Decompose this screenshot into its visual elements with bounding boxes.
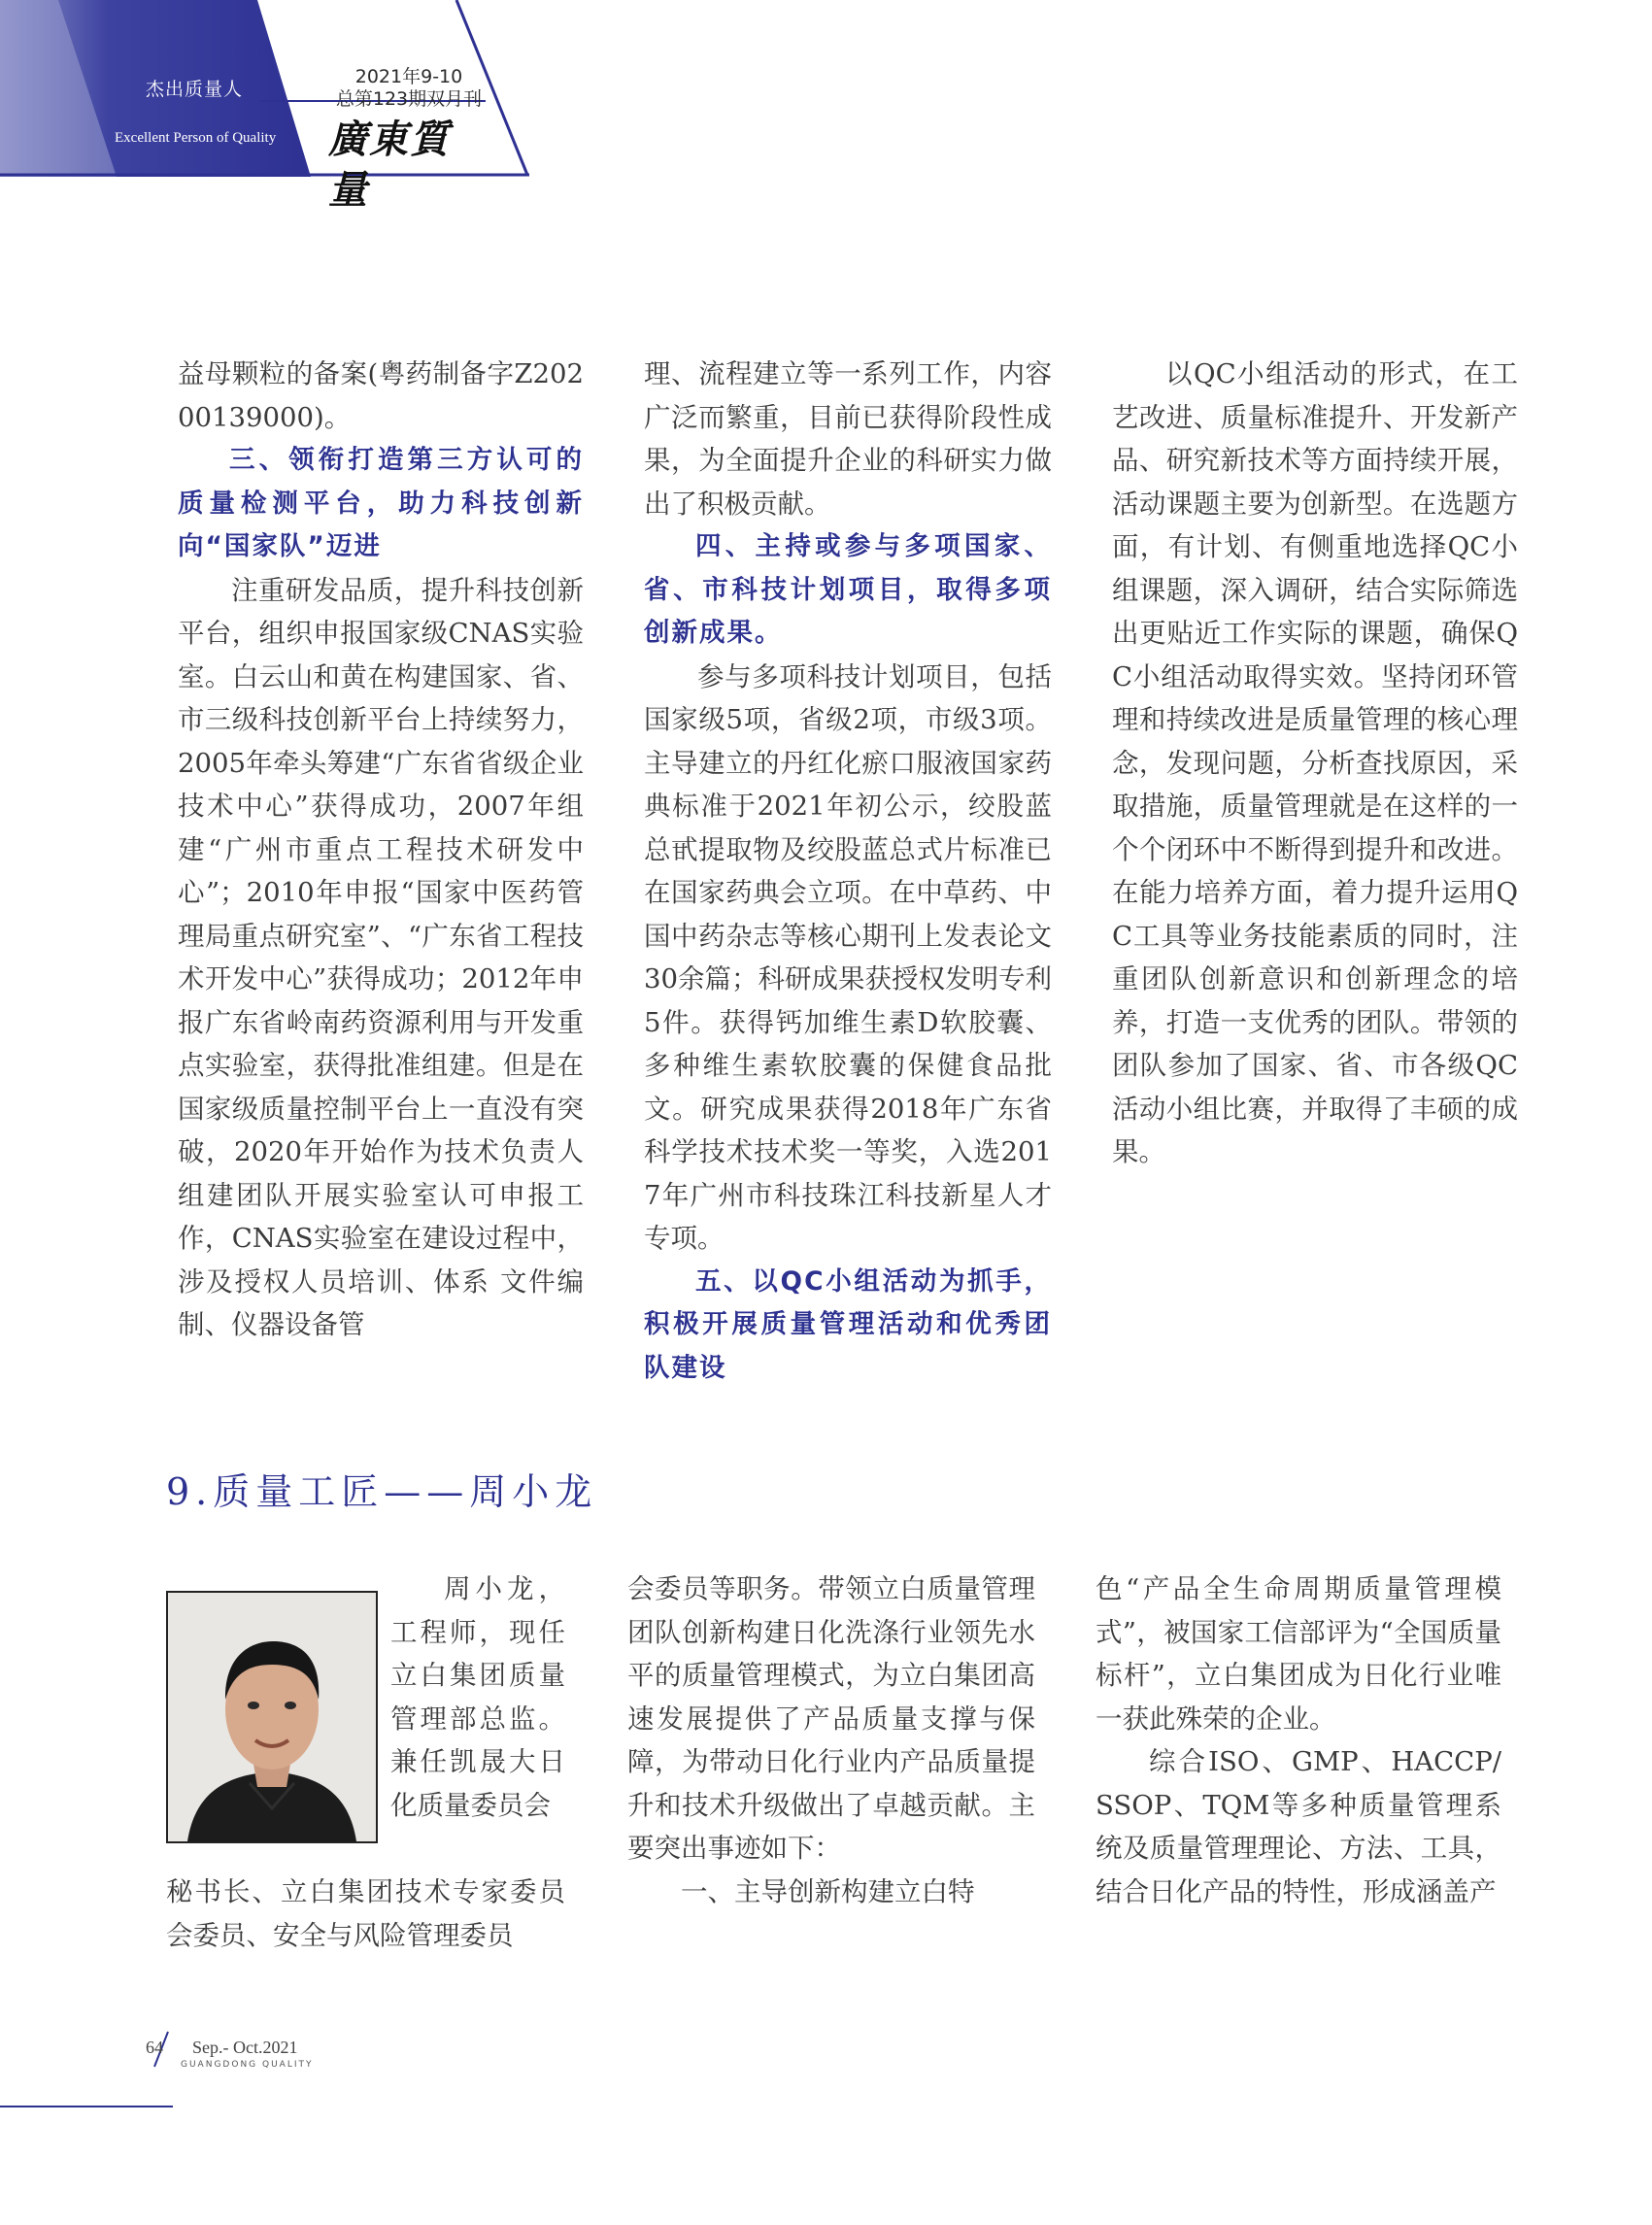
body-paragraph: 注重研发品质，提升科技创新平台，组织申报国家级CNAS实验室。白云山和黄在构建国家、省、市三级科技创新平台上持续努力，2005年牵头筹建“广东省省级企业技术中心”获得成功，2007年组建“广州市重点工程技术研发中心”；2010年申报“国家中医药管理局重点研究室”、“广东省工程技术开发中心”获得成功；2012年申报广东省岭南药资源利用与开发重点实验室，获得批准组建。但是在国家级质量控制平台上一直没有突破，2020年开始作为技术负责人组建团队开展实验室认可申报工作，CNAS实验室在建设过程中，涉及授权人员培训、体系 文件编制、仪器设备管 [178, 574, 584, 1340]
article-column-5 [627, 1568, 1035, 1913]
body-paragraph: 理、流程建立等一系列工作，内容广泛而繁重，目前已获得阶段性成果，为全面提升企业的科研实力做出了积极贡献。 [644, 358, 1052, 520]
issue-number: 总第123期双月刊 [335, 88, 483, 110]
body-paragraph: 益母颗粒的备案(粤药制备字Z20200139000)。 [178, 358, 584, 433]
intro-continuation: 秘书长、立白集团技术专家委员会委员、安全与风险管理委员 [166, 1876, 565, 1951]
body-paragraph: 参与多项科技计划项目，包括国家级5项，省级2项，市级3项。主导建立的丹红化瘀口服液国家药典标准于2021年初公示，绞股蓝总甙提取物及绞股蓝总式片标准已在国家药典会立项。在中草药、中国中药杂志等核心期刊上发表论文30余篇；科研成果获授权发明专利5件。获得钙加维生素D软胶囊、多种维生素软胶囊的保健食品批文。研究成果获得2018年广东省科学技术技术奖一等奖，入选2017年广州市科技珠江科技新星人才专项。 [644, 660, 1052, 1254]
body-paragraph: 综合ISO、GMP、HACCP/SSOP、TQM等多种质量管理系统及质量管理理论、方法、工具，结合日化产品的特性，形成涵盖产 [1096, 1746, 1501, 1907]
body-paragraph: 以QC小组活动的形式，在工艺改进、质量标准提升、开发新产品、研究新技术等方面持续开展，活动课题主要为创新型。在选题方面，有计划、有侧重地选择QC小组课题，深入调研，结合实际筛选出更贴近工作实际的课题，确保QC小组活动取得实效。坚持闭环管理和持续改进是质量管理的核心理念，发现问题，分析查找原因，采取措施，质量管理就是在这样的一个个闭环中不断得到提升和改进。在能力培养方面，着力提升运用QC工具等业务技能素质的同时，注重团队创新意识和创新理念的培养，打造一支优秀的团队。带领的团队参加了国家、省、市各级QC活动小组比赛，并取得了丰硕的成果。 [1112, 358, 1518, 1167]
footer-date: Sep.- Oct.2021 [192, 2038, 298, 2057]
article-column-3 [1112, 353, 1518, 1174]
body-paragraph: 一、主导创新构建立白特 [681, 1875, 975, 1907]
portrait-illustration [168, 1593, 376, 1841]
section-tag: 杰出质量人 [146, 79, 244, 100]
article-column-2 [644, 353, 1052, 1390]
section-subheading: 五、以QC小组活动为抓手，积极开展质量管理活动和优秀团队建设 [644, 1265, 1052, 1383]
section-subheading: 三、领衔打造第三方认可的质量检测平台，助力科技创新向“国家队”迈进 [178, 445, 584, 561]
body-paragraph: 会委员等职务。带领立白质量管理团队创新构建日化洗涤行业领先水平的质量管理模式，为立白集团高速发展提供了产品质量支撑与保障，为带动日化行业内产品质量提升和技术升级做出了卓越贡献。主要突出事迹如下： [627, 1573, 1035, 1864]
footer-rule [0, 2106, 173, 2107]
footer-brand: GUANGDONG QUALITY [181, 2060, 314, 2070]
section-heading: 9.质量工匠——周小龙 [166, 1470, 598, 1513]
body-paragraph: 色“产品全生命周期质量管理模式”，被国家工信部评为“全国质量标杆”，立白集团成为日化行业唯一获此殊荣的企业。 [1096, 1573, 1501, 1735]
magazine-logo: 廣東質量 [328, 117, 451, 213]
intro-beside-photo [390, 1568, 565, 1827]
article-column-1 [178, 353, 584, 1347]
section-subheading: 四、主持或参与多项国家、省、市科技计划项目，取得多项创新成果。 [644, 531, 1052, 648]
article-column-6 [1096, 1568, 1501, 1913]
intro-below-photo [166, 1871, 565, 1957]
intro-paragraph: 周小龙，工程师，现任立白集团质量管理部总监。兼任凯晟大日化质量委员会 [390, 1573, 565, 1821]
section-tag-english: Excellent Person of Quality [115, 130, 277, 146]
portrait-photo [166, 1591, 378, 1843]
page-number: 64 [146, 2038, 163, 2057]
issue-date: 2021年9-10 [354, 66, 463, 87]
